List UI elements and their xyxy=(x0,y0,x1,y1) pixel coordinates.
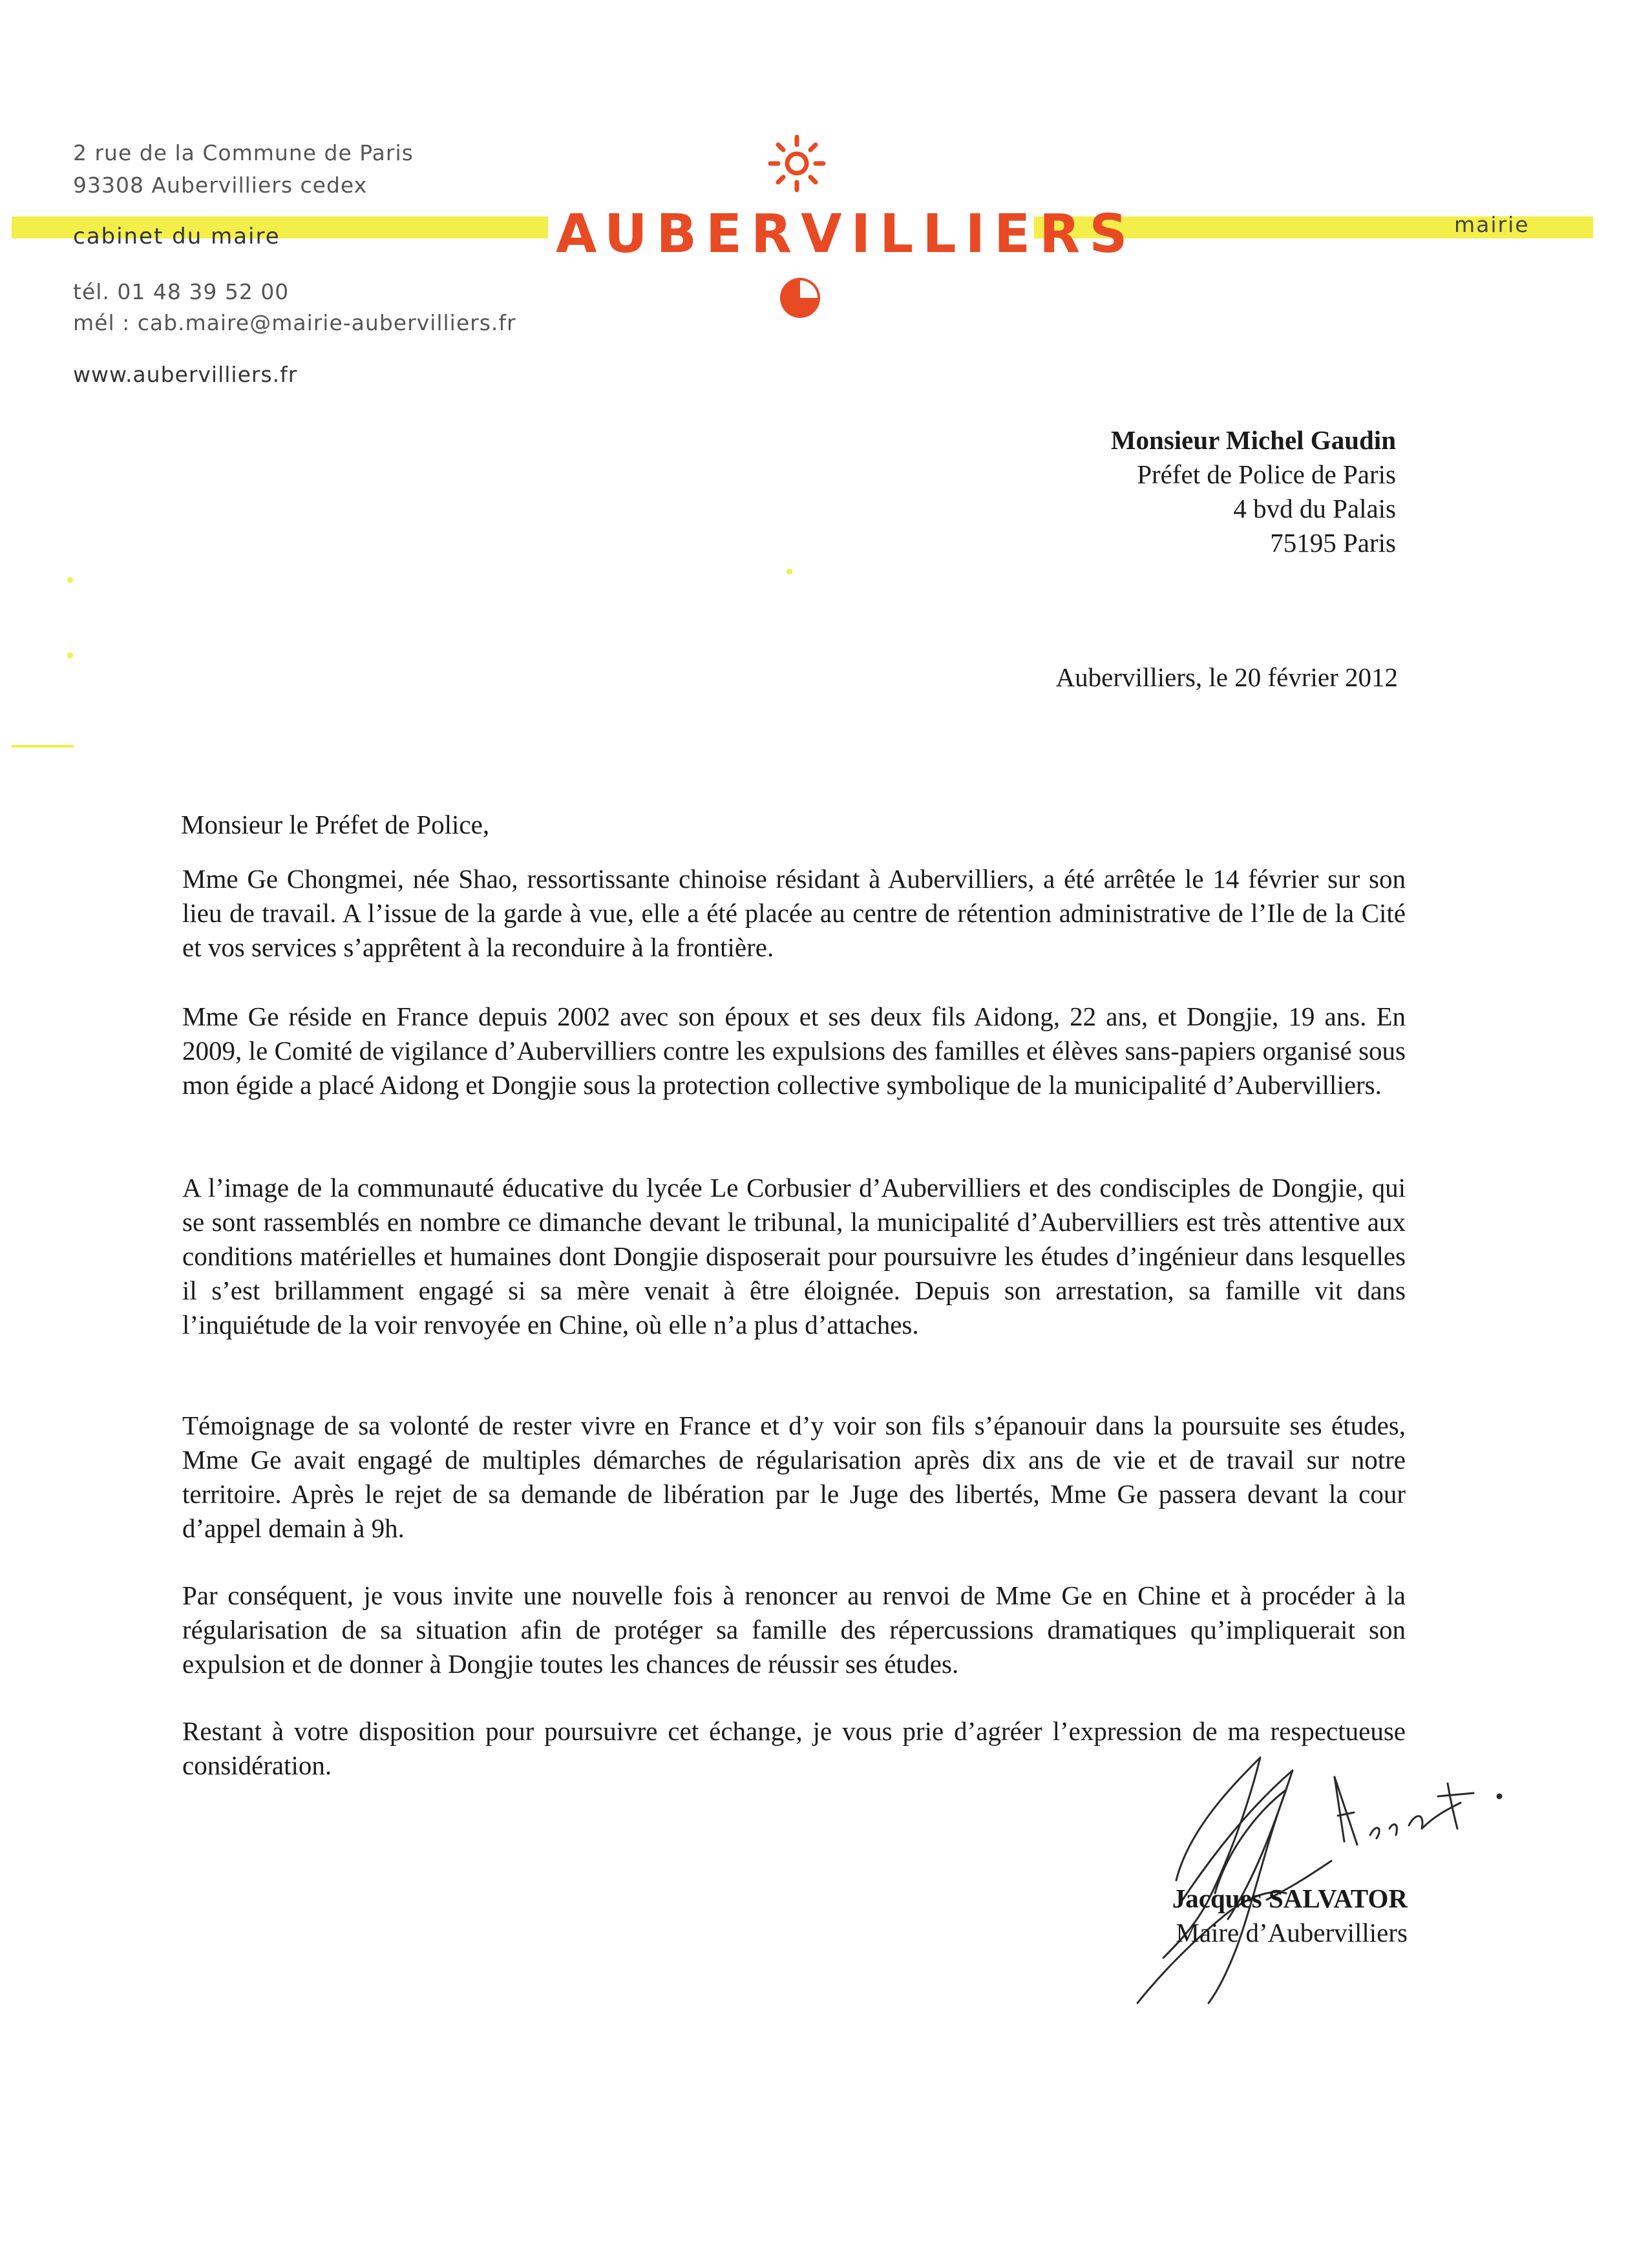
phone-number: tél. 01 48 39 52 00 xyxy=(73,279,290,304)
decor-dash xyxy=(12,745,74,748)
recipient-street: 4 bvd du Palais xyxy=(1233,494,1396,523)
body-paragraph: Mme Ge Chongmei, née Shao, ressortissante chinoise résidant à Aubervilliers, a été arrêtée le 14 février sur son lieu de travail. A l’issue de la garde à vue, elle a été placée au centre de rétention administrative de l’Ile de la Cité et vos services s’apprêtent à la reconduire à la frontière. xyxy=(182,864,1406,962)
email-address: mél : cab.maire@mairie-aubervilliers.fr xyxy=(73,310,516,335)
body-paragraph: Témoignage de sa volonté de rester vivre en France et d’y voir son fils s’épanouir dans la poursuite ses études, Mme Ge avait engagé de multiples démarches de régularisation après dix ans de vie et de travail sur notre territoire. Après le rejet de sa demande de libération par le Juge des libertés, Mme Ge passera devant la cour d’appel demain à 9h. xyxy=(182,1411,1406,1543)
recipient-block xyxy=(1111,423,1396,560)
decor-dot xyxy=(67,653,73,658)
recipient-name: Monsieur Michel Gaudin xyxy=(1110,425,1396,455)
signatory-title: Maire d’Aubervilliers xyxy=(1176,1918,1408,1948)
sun-icon xyxy=(768,134,826,193)
moon-icon xyxy=(779,277,821,319)
brand-wordmark: AUBERVILLIERS xyxy=(556,204,1137,265)
address-line-1: 2 rue de la Commune de Paris xyxy=(73,140,414,165)
decor-dot xyxy=(787,569,792,574)
cabinet-label: cabinet du maire xyxy=(73,224,280,249)
body-paragraph: Mme Ge réside en France depuis 2002 avec son époux et ses deux fils Aidong, 22 ans, et Dongjie, 19 ans. En 2009, le Comité de vigilance d’Aubervilliers contre les expulsions des familles et élèves sans-papiers organisé sous mon égide a placé Aidong et Dongjie sous la protection collective symbolique de la municipalité d’Aubervilliers. xyxy=(182,1002,1406,1100)
mairie-label: mairie xyxy=(1454,212,1530,237)
recipient-title: Préfet de Police de Paris xyxy=(1137,459,1396,489)
dateline: Aubervilliers, le 20 février 2012 xyxy=(1055,662,1398,692)
body-paragraph: Restant à votre disposition pour poursuivre cet échange, je vous prie d’agréer l’expression de ma respectueuse considération. xyxy=(182,1716,1406,1780)
recipient-city: 75195 Paris xyxy=(1270,528,1396,558)
handwritten-signature xyxy=(1099,1732,1551,2016)
signature-block xyxy=(1172,1882,1408,1950)
website-link: www.aubervilliers.fr xyxy=(73,362,298,387)
address-line-2: 93308 Aubervilliers cedex xyxy=(73,173,368,198)
decor-dot xyxy=(67,577,73,583)
salutation: Monsieur le Préfet de Police, xyxy=(181,810,490,839)
body-paragraph: A l’image de la communauté éducative du lycée Le Corbusier d’Aubervilliers et des condisciples de Dongjie, qui se sont rassemblés en nombre ce dimanche devant le tribunal, la municipalité d’Aubervilliers est très attentive aux conditions matérielles et humaines dont Dongjie disposerait pour poursuivre les études d’ingénieur dans lesquelles il s’est brillamment engagé si sa mère venait à être éloignée. Depuis son arrestation, sa famille vit dans l’inquiétude de la voir renvoyée en Chine, où elle n’a plus d’attaches. xyxy=(182,1173,1406,1339)
body-paragraph: Par conséquent, je vous invite une nouvelle fois à renoncer au renvoi de Mme Ge en Chine et à procéder à la régularisation de sa situation afin de protéger sa famille des répercussions dramatiques qu’impliquerait son expulsion et de donner à Dongjie toutes les chances de réussir ses études. xyxy=(182,1580,1406,1679)
signatory-name: Jacques SALVATOR xyxy=(1172,1884,1408,1913)
